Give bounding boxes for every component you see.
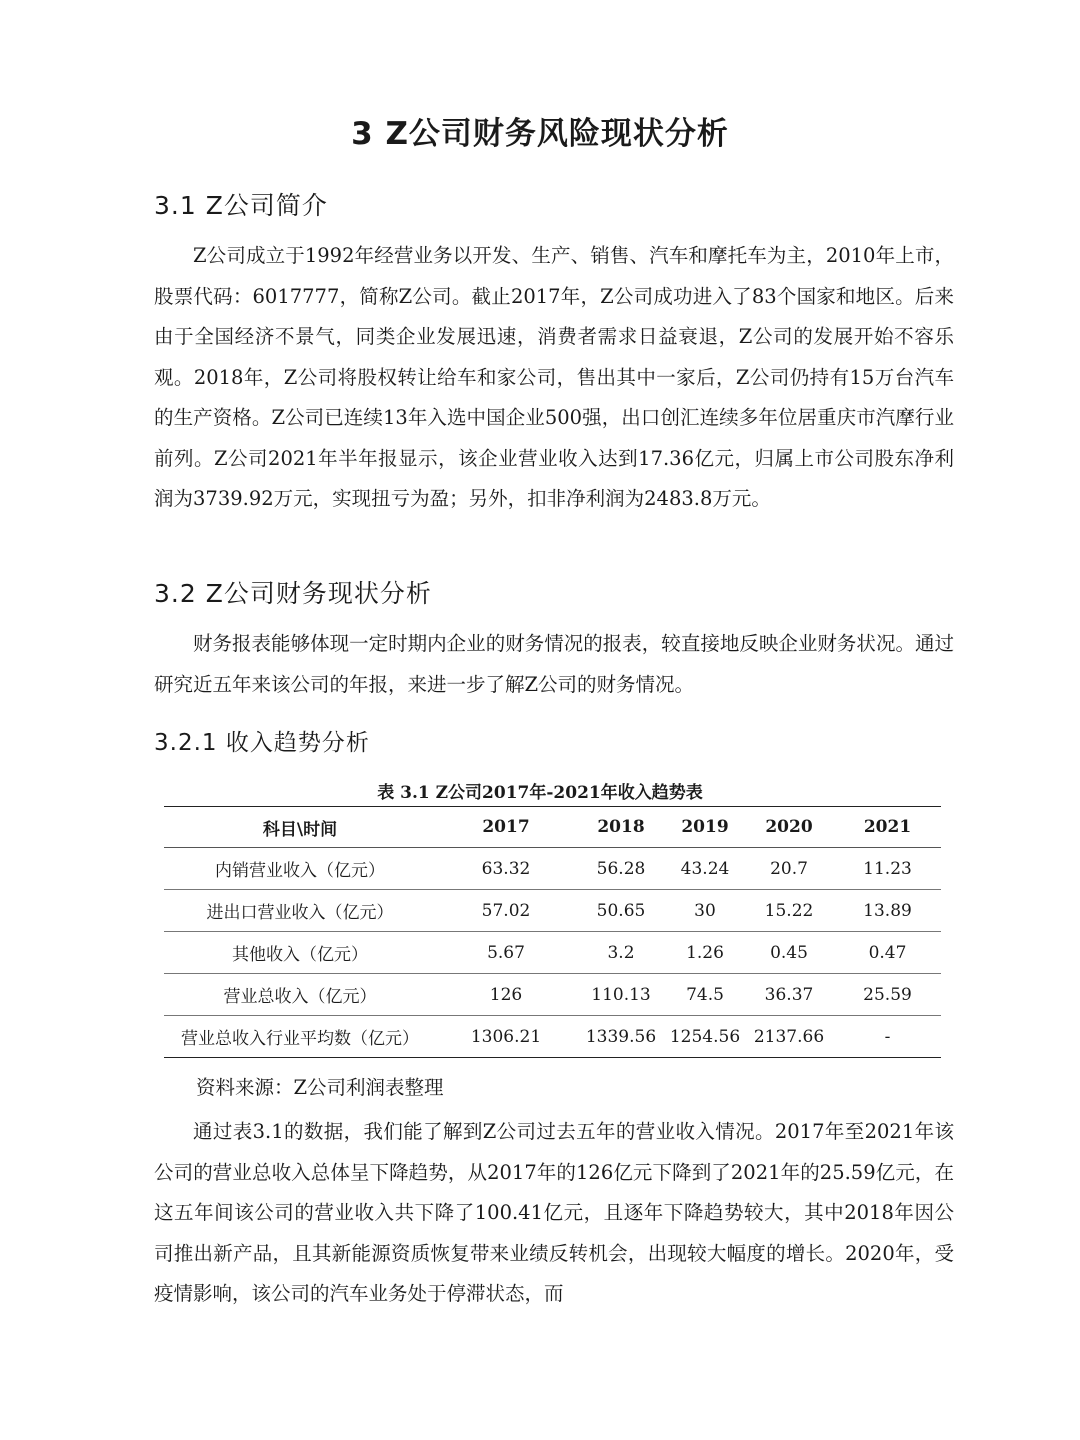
financial-status-paragraph: 财务报表能够体现一定时期内企业的财务情况的报表，较直接地反映企业财务状况。通过研究近五年来该公司的年报，来进一步了解Z公司的财务情况。 [154, 632, 954, 696]
value-cell: - [834, 1016, 941, 1058]
value-cell: 5.67 [436, 932, 576, 974]
value-cell: 1.26 [666, 932, 744, 974]
header-cell: 2021 [834, 807, 941, 848]
table-header-row [164, 807, 941, 848]
section-heading-3-2: 3.2 Z公司财务现状分析 [154, 579, 432, 608]
value-cell: 57.02 [436, 890, 576, 932]
value-cell: 0.45 [744, 932, 834, 974]
revenue-analysis-paragraph: 通过表3.1的数据，我们能了解到Z公司过去五年的营业收入情况。2017年至2021年该公司的营业总收入总体呈下降趋势，从2017年的126亿元下降到了2021年的25.59亿元，在这五年间该公司的营业收入共下降了100.41亿元，且逐年下降趋势较大，其中2018年因公司推出新产品，且其新能源资质恢复带来业绩反转机会，出现较大幅度的增长。2020年，受疫情影响，该公司的汽车业务处于停滞状态，而 [154, 1120, 954, 1305]
company-intro-paragraph: Z公司成立于1992年经营业务以开发、生产、销售、汽车和摩托车为主，2010年上市，股票代码：6017777，简称Z公司。截止2017年，Z公司成功进入了83个国家和地区。后来由于全国经济不景气，同类企业发展迅速，消费者需求日益衰退，Z公司的发展开始不容乐观。2018年，Z公司将股权转让给车和家公司，售出其中一家后，Z公司仍持有15万台汽车的生产资格。Z公司已连续13年入选中国企业500强，出口创汇连续多年位居重庆市汽摩行业前列。Z公司2021年半年报显示，该企业营业收入达到17.36亿元，归属上市公司股东净利润为3739.92万元，实现扭亏为盈；另外，扣非净利润为2483.8万元。 [154, 244, 954, 510]
section-heading-3-2-1: 3.2.1 收入趋势分析 [154, 730, 370, 756]
row-label-cell: 营业总收入行业平均数（亿元） [164, 1016, 436, 1058]
chapter-title: 3 Z公司财务风险现状分析 [351, 116, 729, 152]
header-cell: 2017 [436, 807, 576, 848]
value-cell: 2137.66 [744, 1016, 834, 1058]
row-label-cell: 其他收入（亿元） [164, 932, 436, 974]
header-cell: 2019 [666, 807, 744, 848]
table-row [164, 974, 941, 1016]
value-cell: 13.89 [834, 890, 941, 932]
value-cell: 15.22 [744, 890, 834, 932]
table-caption: 表 3.1 Z公司2017年-2021年收入趋势表 [377, 783, 703, 803]
value-cell: 0.47 [834, 932, 941, 974]
table-row [164, 848, 941, 890]
row-label-cell: 营业总收入（亿元） [164, 974, 436, 1016]
value-cell: 56.28 [596, 858, 646, 879]
table-row [164, 890, 941, 932]
table-row [164, 1016, 941, 1058]
value-cell: 1339.56 [576, 1016, 666, 1058]
value-cell: 1254.56 [666, 1016, 744, 1058]
row-label-cell: 进出口营业收入（亿元） [164, 890, 436, 932]
revenue-trend-table [164, 806, 941, 1058]
value-cell: 1306.21 [436, 1016, 576, 1058]
header-cell: 科目\时间 [164, 807, 436, 848]
data-source-note: 资料来源：Z公司利润表整理 [196, 1076, 444, 1099]
value-cell: 25.59 [834, 974, 941, 1016]
value-cell: 63.32 [481, 858, 531, 879]
value-cell: 50.65 [576, 890, 666, 932]
section-heading-3-1: 3.1 Z公司简介 [154, 191, 328, 220]
header-cell: 2018 [576, 807, 666, 848]
table-row [164, 932, 941, 974]
value-cell: 110.13 [576, 974, 666, 1016]
value-cell: 3.2 [576, 932, 666, 974]
value-cell: 30 [666, 890, 744, 932]
value-cell: 36.37 [744, 974, 834, 1016]
value-cell: 43.24 [680, 858, 730, 879]
value-cell: 74.5 [666, 974, 744, 1016]
value-cell: 126 [436, 974, 576, 1016]
header-cell: 2020 [744, 807, 834, 848]
value-cell: 20.7 [770, 858, 808, 879]
value-cell: 11.23 [863, 858, 912, 879]
row-label-cell: 内销营业收入（亿元） [215, 861, 385, 881]
